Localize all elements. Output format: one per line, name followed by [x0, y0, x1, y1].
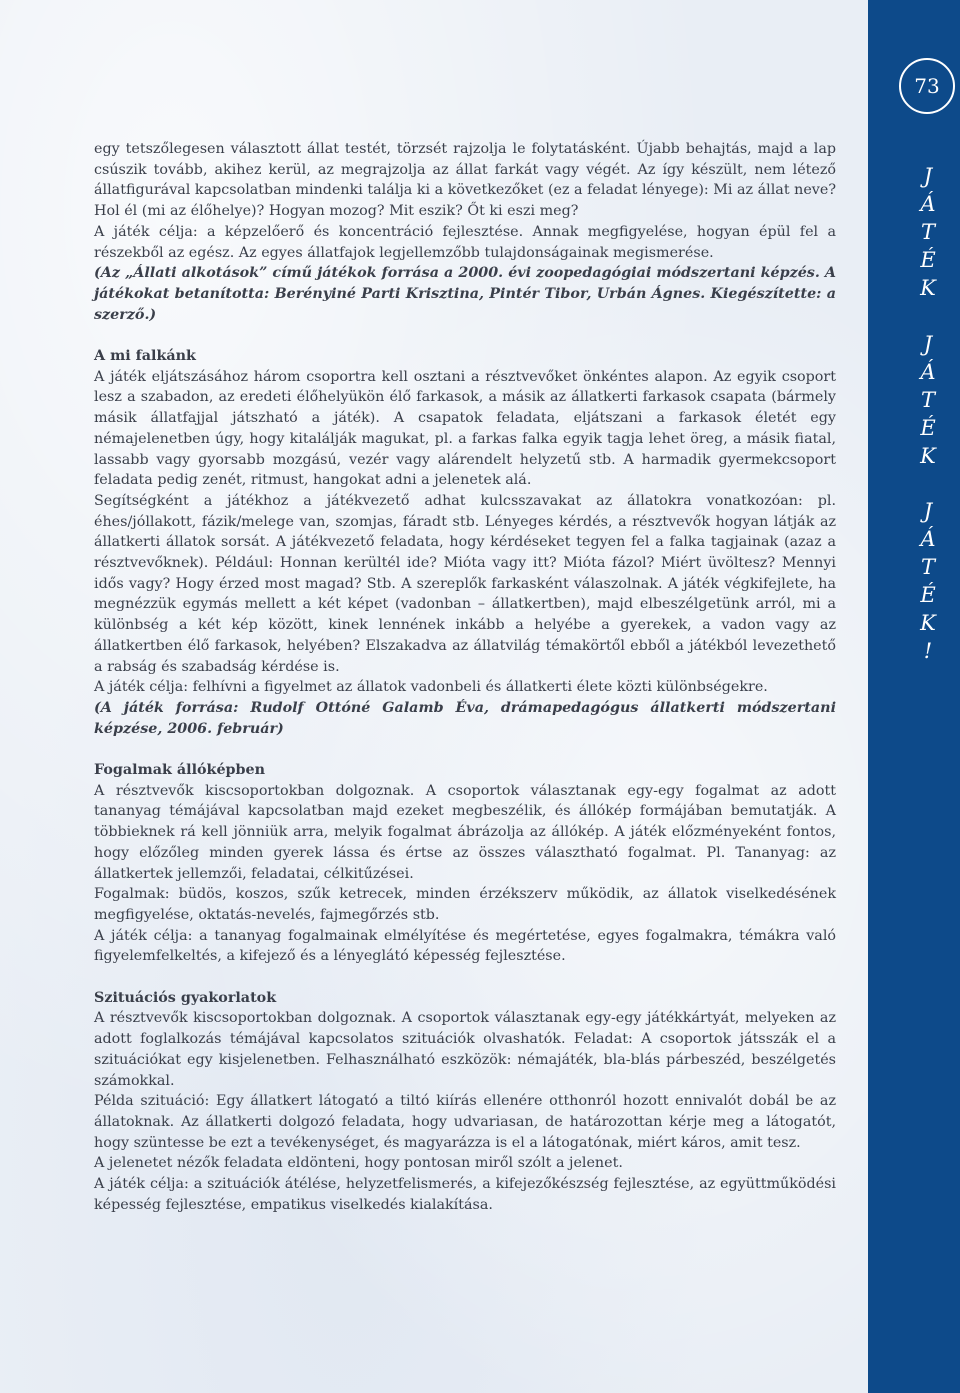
side-letter: T [920, 388, 935, 412]
section-paragraph: A jelenetet nézők feladata eldönteni, hogy pontosan miről szólt a jelenet. [94, 1155, 623, 1172]
section-heading: Szituációs gyakorlatok [94, 989, 277, 1006]
page-number: 73 [899, 58, 955, 114]
spacer [94, 739, 836, 760]
side-letter: É [920, 583, 936, 607]
side-letter: K [920, 611, 936, 635]
intro-paragraph: egy tetszőlegesen választott állat testét, törzsét rajzolja le folytatásként. Újabb behajtás, majd a lap csúszik tovább, akihez kerül, az megrajzolja az állat farkát vagy végét. Az így készült, nem létező állatfigurával kapcsolatban mindenki találja ki a következőket (ez a feladat lényege): Mi az állat neve? Hol él (mi az élőhelye)? Hogyan mozog? Mit eszik? Őt ki eszi meg? [94, 141, 836, 220]
side-letter: É [920, 248, 936, 272]
side-letter: T [920, 555, 935, 579]
section-paragraph: Segítségként a játékhoz a játékvezető adhat kulcsszavakat az állatokra vonatkozóan: pl. éhes/jóllakott, fázik/melege van, szomjas, fáradt stb. Lényeges kérdés, a résztvevők hogyan látják az állatkerti állatok sorsát. A játékvezető feladata, hogy kérdéseket tegyen fel a falka tagjainak (azaz a résztvevőknek). Például: Honnan kerültél ide? Mióta vagy itt? Mióta fázol? Miért üvöltesz? Mennyi idős vagy? Hogy érzed most magad? Stb. A szereplők farkasként válaszolnak. A játék végkifejlete, ha megnézzük egymás mellett a két képet (vadonban – állatkertben), majd elbeszélgetünk arról, mi a különbség a két kép között, kinek lennének inkább a helyébe a gyerekek, a vadon vagy az állatkertben élő farkasok, helyében? Elszakadva az állatvilág témakörtől ebből a játékból levezethető a rabság és szabadság kérdése is. [94, 492, 836, 675]
side-letter: T [920, 220, 935, 244]
side-letter: J [923, 164, 933, 188]
side-letter: Á [920, 192, 936, 216]
section-heading: A mi falkánk [94, 348, 196, 365]
spacer [94, 967, 836, 988]
section-goal: A játék célja: felhívni a figyelmet az állatok vadonbeli és állatkerti élete közti különbségekre. [94, 679, 768, 696]
side-word-1 [904, 162, 952, 302]
section-paragraph: A játék eljátszásához három csoportra kell osztani a résztvevőket önkéntes alapon. Az egyik csoport lesz a szabadon, az eredeti élőhelyükön élő farkasok, a másik az állatkerti farkasok csapata (bármely másik állatfajjal játszható a játék). A csapatok feladata, eljátszani a farkasok életét egy némajelenetben úgy, hogy kitalálják magukat, pl. a farkas falka egyik tagja lehet öreg, a másik fiatal, lassabb vagy gyorsabb mozgású, vezér vagy alárendelt helyzetű stb. A harmadik gyermekcsoport feladata pedig zenét, ritmust, hangokat adni a jelenetek alá. [94, 368, 836, 489]
side-letter: ! [923, 639, 933, 663]
side-letter: J [923, 499, 933, 523]
section-source: (A játék forrása: Rudolf Ottóné Galamb Éva, drámapedagógus állatkerti módszertani képzése, 2006. február) [94, 699, 836, 737]
intro-source: (Az „Állati alkotások” című játékok forrása a 2000. évi zoopedagógiai módszertani képzés. A játékokat betanította: Berényiné Parti Krisztina, Pintér Tibor, Urbán Ágnes. Kiegészítette: a szerző.) [94, 265, 836, 323]
intro-goal: A játék célja: a képzelőerő és koncentráció fejlesztése. Annak megfigyelése, hogyan épül fel a részekből az egész. Az egyes állatfajok legjellemzőbb tulajdonságainak megismerése. [94, 223, 836, 261]
section-paragraph: A résztvevők kiscsoportokban dolgoznak. A csoportok választanak egy-egy játékkártyát, melyeken az adott foglalkozás témájával kapcsolatos szituációk olvashatók. Feladat: A csoportok játsszák el a szituációkat egy kisjelenetben. Felhasználható eszközök: némajáték, bla-blás párbeszéd, beszélgetés számokkal. [94, 1010, 836, 1089]
side-letter: É [920, 416, 936, 440]
section-paragraph: A résztvevők kiscsoportokban dolgoznak. A csoportok választanak egy-egy fogalmat az adott tananyag témájával kapcsolatban majd ezeket megbeszélik, és állókép formájában bemutatják. A többieknek rá kell jönniük arra, melyik fogalmat ábrázolja az állókép. A játék előzményeként fontos, hogy előzőleg minden gyerek lássa és értse az összes választható fogalmat. Pl. Tananyag: az állatkertek jellemzői, feladatai, célkitűzései. [94, 782, 836, 882]
section-goal: A játék célja: a szituációk átélése, helyzetfelismerés, a kifejezőkészség fejlesztése, az együttműködési képesség fejlesztése, empatikus viselkedés kialakítása. [94, 1176, 836, 1213]
side-word-3 [904, 497, 952, 665]
side-word-2 [904, 330, 952, 470]
side-letter: Á [920, 527, 936, 551]
side-letter: Á [920, 360, 936, 384]
spacer [94, 325, 836, 346]
section-paragraph: Példa szituáció: Egy állatkert látogató a tiltó kiírás ellenére otthonról hozott ennivalót dobál be az állatoknak. Az állatkerti dolgozó feladata, hogy udvariasan, de határozottan kérje meg a látogatót, hogy szüntesse be ezt a tevékenységet, és magyarázza is el a látogatónak, miért káros, amit tesz. [94, 1093, 836, 1151]
section-goal: A játék célja: a tananyag fogalmainak elmélyítése és megértetése, egyes fogalmakra, témákra való figyelemfelkeltés, a kifejező és a lényeglátó képesség fejlesztése. [94, 927, 836, 965]
section-heading: Fogalmak állóképben [94, 762, 266, 779]
main-text [94, 139, 836, 1216]
section-paragraph: Fogalmak: büdös, koszos, szűk ketrecek, minden érzékszerv működik, az állatok viselkedésének megfigyelése, oktatás-nevelés, fajmegőrzés stb. [94, 886, 836, 923]
side-letter: J [923, 332, 933, 356]
side-letter: K [920, 276, 936, 300]
side-letter: K [920, 444, 936, 468]
